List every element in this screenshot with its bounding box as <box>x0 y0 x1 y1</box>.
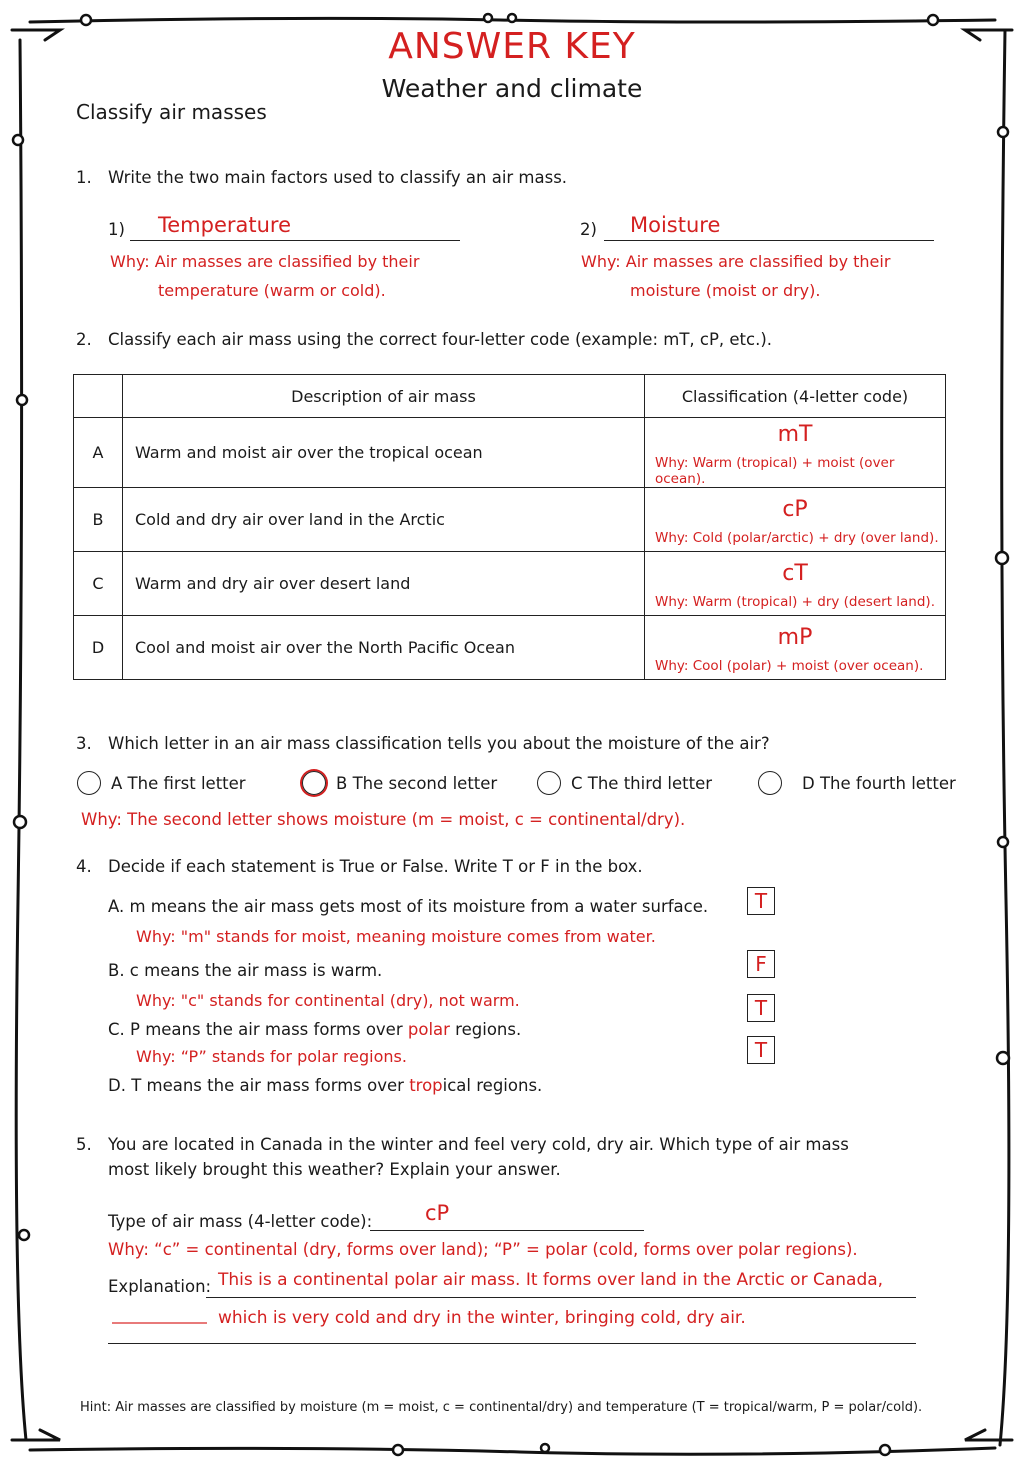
q3-number: 3. <box>76 734 92 753</box>
q1-answer1-why-line1: Why: Air masses are classified by their <box>110 252 420 271</box>
row-code: mT <box>777 422 813 447</box>
q5-explanation-line1[interactable]: This is a continental polar air mass. It forms over land in the Arctic or Canada, <box>218 1270 884 1290</box>
q4-answer-box-a[interactable]: T <box>747 887 775 915</box>
row-description: Cool and moist air over the North Pacific Ocean <box>123 616 645 680</box>
table-row <box>74 418 946 488</box>
q5-explanation-line2[interactable]: which is very cold and dry in the winter, bringing cold, dry air. <box>218 1308 746 1328</box>
q3-option-c-label: C The third letter <box>571 774 713 793</box>
q1-answer1-why-line2: temperature (warm or cold). <box>158 281 386 300</box>
row-description: Warm and dry air over desert land <box>123 552 645 616</box>
row-why: Why: Cold (polar/arctic) + dry (over land). <box>655 530 939 546</box>
page-title: ANSWER KEY <box>388 26 636 67</box>
q4-statement-c <box>108 1020 521 1039</box>
row-letter: A <box>74 418 123 488</box>
q5-explanation-underline1 <box>206 1297 916 1298</box>
page-subtitle: Weather and climate <box>381 74 643 103</box>
q3-option-d-radio[interactable] <box>758 771 782 795</box>
q4-statement-d-end: regions. <box>471 1076 543 1095</box>
q3-option-b-label: B The second letter <box>336 774 498 793</box>
q1-answer1-line <box>130 240 460 241</box>
q4-statement-c-text: C. P means the air mass forms over <box>108 1020 408 1039</box>
q5-explanation-label: Explanation: <box>108 1277 212 1296</box>
red-pen-mark <box>112 1322 207 1324</box>
q4-statement-d-highlight: trop <box>409 1076 443 1095</box>
q4-statement-a-why: Why: "m" stands for moist, meaning moisture comes from water. <box>136 927 656 946</box>
q3-why: Why: The second letter shows moisture (m = moist, c = continental/dry). <box>81 810 686 829</box>
q1-answer2-why-line1: Why: Air masses are classified by their <box>581 252 891 271</box>
q4-number: 4. <box>76 857 92 876</box>
table-row <box>74 552 946 616</box>
q3-option-d-label: D The fourth letter <box>802 774 956 793</box>
q2-text: Classify each air mass using the correct four-letter code (example: mT, cP, etc.). <box>108 330 773 349</box>
row-description: Warm and moist air over the tropical ocean <box>123 418 645 488</box>
q4-answer-box-c[interactable]: T <box>747 994 775 1022</box>
q4-statement-b: B. c means the air mass is warm. <box>108 961 383 980</box>
row-code: mP <box>777 625 813 650</box>
table-header-description: Description of air mass <box>123 375 645 418</box>
q4-statement-c-why: Why: “P” stands for polar regions. <box>136 1047 407 1066</box>
row-letter: B <box>74 488 123 552</box>
q1-answer2-why-line2: moisture (moist or dry). <box>630 281 821 300</box>
q3-option-a-label: A The first letter <box>111 774 246 793</box>
table-row <box>74 488 946 552</box>
q4-statement-b-why: Why: "c" stands for continental (dry), not warm. <box>136 991 520 1010</box>
q4-statement-a: A. m means the air mass gets most of its moisture from a water surface. <box>108 897 709 916</box>
q4-statement-d <box>108 1076 542 1095</box>
row-description: Cold and dry air over land in the Arctic <box>123 488 645 552</box>
hint-text: Hint: Air masses are classified by moisture (m = moist, c = continental/dry) and temperature (T = tropical/warm, P = polar/cold). <box>80 1400 923 1415</box>
q3-option-a-radio[interactable] <box>77 771 101 795</box>
row-code: cP <box>782 497 808 522</box>
q4-statement-d-text: D. T means the air mass forms over <box>108 1076 410 1095</box>
classification-table <box>73 374 946 680</box>
q4-statement-c-end: regions. <box>449 1020 522 1039</box>
q1-answer1-label: 1) <box>108 220 125 239</box>
row-code: cT <box>782 561 808 586</box>
q4-answer-box-b[interactable]: F <box>747 950 775 978</box>
q5-text-line2: most likely brought this weather? Explain your answer. <box>108 1160 561 1179</box>
table-row <box>74 616 946 680</box>
row-why: Why: Cool (polar) + moist (over ocean). <box>655 658 924 674</box>
row-classification[interactable] <box>645 488 946 552</box>
q4-answer-box-d[interactable]: T <box>747 1036 775 1064</box>
table-header-classification: Classification (4-letter code) <box>645 375 946 418</box>
q4-text: Decide if each statement is True or False. Write T or F in the box. <box>108 857 643 876</box>
topic-heading: Classify air masses <box>76 100 267 124</box>
q1-answer2-line <box>604 240 934 241</box>
q2-number: 2. <box>76 330 92 349</box>
q1-number: 1. <box>76 168 92 187</box>
q3-text: Which letter in an air mass classification tells you about the moisture of the air? <box>108 734 770 753</box>
row-classification[interactable] <box>645 552 946 616</box>
q5-type-label: Type of air mass (4-letter code): <box>108 1212 373 1231</box>
row-classification[interactable] <box>645 418 946 488</box>
q5-type-answer[interactable]: cP <box>425 1201 450 1225</box>
row-why: Why: Warm (tropical) + dry (desert land). <box>655 594 935 610</box>
q4-statement-c-highlight: polar <box>407 1020 450 1039</box>
q1-answer2[interactable]: Moisture <box>630 213 721 237</box>
table-header-letter <box>74 375 123 418</box>
q1-answer1[interactable]: Temperature <box>158 213 292 237</box>
q1-text: Write the two main factors used to classify an air mass. <box>108 168 568 187</box>
row-letter: D <box>74 616 123 680</box>
row-why: Why: Warm (tropical) + moist (over ocean). <box>655 455 895 487</box>
q4-statement-d-mid: ical <box>442 1076 472 1095</box>
q5-explanation-underline2 <box>108 1343 916 1344</box>
q3-option-b-radio[interactable] <box>302 771 326 795</box>
q5-number: 5. <box>76 1135 92 1154</box>
q5-why: Why: “c” = continental (dry, forms over land); “P” = polar (cold, forms over polar regions). <box>108 1240 858 1259</box>
row-classification[interactable] <box>645 616 946 680</box>
table-header-row <box>74 375 946 418</box>
row-letter: C <box>74 552 123 616</box>
q5-text-line1: You are located in Canada in the winter and feel very cold, dry air. Which type of air mass <box>108 1135 849 1154</box>
q1-answer2-label: 2) <box>580 220 597 239</box>
q5-type-line <box>370 1230 644 1231</box>
q3-option-c-radio[interactable] <box>537 771 561 795</box>
